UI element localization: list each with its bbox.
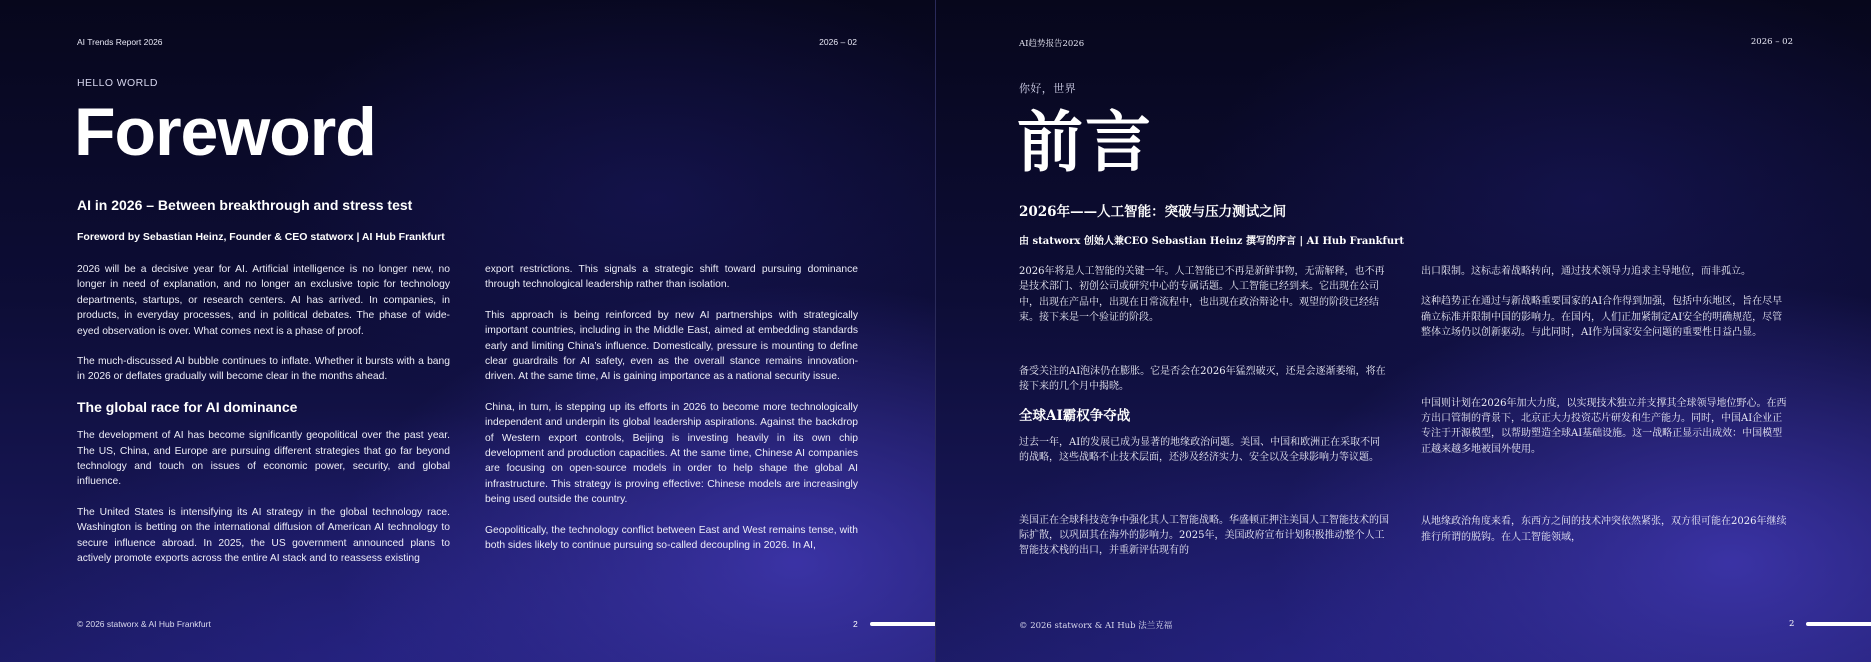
footer-copyright: © 2026 statworx & AI Hub 法兰克福 <box>1019 621 1173 631</box>
subtitle: AI in 2026 – Between breakthrough and stress test <box>77 197 413 213</box>
paragraph: 这种趋势正在通过与新战略重要国家的AI合作得到加强，包括中东地区，旨在尽早确立标准并限制中国的影响力。在国内，人们正加紧制定AI安全的明确规范，尽管整体立场仍以创新驱动。与此同时，AI作为国家安全问题的重要性日益凸显。 <box>1421 296 1783 339</box>
paragraph: The United States is intensifying its AI strategy in the global technology race. Washington is betting on the international diffusion of American AI technology to secure influence abroad. In 2025, the US government announced plans to actively promote exports across the entire AI stack and to reassess existing <box>77 506 450 565</box>
paragraph: Geopolitically, the technology conflict between East and West remains tense, with both sides likely to continue pursuing so-called decoupling in 2026. In AI, <box>485 524 858 552</box>
subtitle: 2026年——人工智能：突破与压力测试之间 <box>1019 204 1287 220</box>
section-heading: The global race for AI dominance <box>77 398 298 415</box>
byline: 由 statworx 创始人兼CEO Sebastian Heinz 撰写的序言 | AI Hub Frankfurt <box>1019 236 1405 247</box>
paragraph: export restrictions. This signals a strategic shift toward pursuing dominance through technological leadership rather than isolation. <box>485 264 858 291</box>
text-column-2 <box>1421 264 1791 560</box>
kicker: HELLO WORLD <box>77 77 158 89</box>
page-progress-bar <box>870 622 935 626</box>
text-column-1 <box>77 262 450 582</box>
page-number: 2 <box>1789 619 1795 629</box>
paragraph: 过去一年，AI的发展已成为显著的地缘政治问题。美国、中国和欧洲正在采取不同的战略，这些战略不止技术层面，还涉及经济实力、安全以及全球影响力等议题。 <box>1019 436 1381 464</box>
english-page <box>0 0 935 662</box>
page-progress-bar <box>1806 622 1871 626</box>
paragraph: 从地缘政治角度来看，东西方之间的技术冲突依然紧张，双方很可能在2026年继续推行所谓的脱钩。在人工智能领域， <box>1421 516 1787 543</box>
paragraph: China, in turn, is stepping up its efforts in 2026 to become more technologically independent and underpin its global leadership aspirations. Against the backdrop of Western export controls, Beijing is investing heavily in its own chip development and production capacities. At the same time, Chinese AI companies are focusing on open-source models in order to help shape the global AI infrastructure. This strategy is proving effective: Chinese models are increasingly being used outside the country. <box>485 401 858 506</box>
paragraph: The much-discussed AI bubble continues to inflate. Whether it bursts with a bang in 2026 or deflates gradually will become clear in the months ahead. <box>77 356 450 383</box>
paragraph: 2026 will be a decisive year for AI. Artificial intelligence is no longer new, no longer in need of explanation, and no longer an exclusive topic for technology departments, startups, or research centers. AI has arrived. In companies, in products, in everyday processes, and in political debates. The phase of wide-eyed observation is over. What comes next is a phase of proof. <box>77 264 450 337</box>
paragraph: 备受关注的AI泡沫仍在膨胀。它是否会在2026年猛烈破灭，还是会逐渐萎缩，将在接下来的几个月中揭晓。 <box>1019 365 1386 393</box>
header-report-title: AI趋势报告2026 <box>1019 39 1085 49</box>
header-issue: 2026 – 02 <box>1750 37 1793 47</box>
paragraph: 美国正在全球科技竞争中强化其人工智能战略。华盛顿正押注美国人工智能技术的国际扩散，以巩固其在海外的影响力。2025年，美国政府宣布计划积极推动整个人工智能技术栈的出口，并重新评估现有的 <box>1019 514 1389 557</box>
byline: Foreword by Sebastian Heinz, Founder & CEO statworx | AI Hub Frankfurt <box>77 231 445 243</box>
page-title: Foreword <box>74 94 376 170</box>
page-title: 前言 <box>1017 103 1153 181</box>
page-number: 2 <box>853 619 858 629</box>
header-report-title: AI Trends Report 2026 <box>77 37 163 47</box>
text-column-2 <box>485 262 858 569</box>
kicker: 你好，世界 <box>1019 82 1076 95</box>
paragraph: 2026年将是人工智能的关键一年。人工智能已不再是新鲜事物，无需解释，也不再是技术部门、初创公司或研究中心的专属话题。人工智能已经到来。它出现在公司中，出现在产品中，出现在日常流程中，也出现在政治辩论中。观望的阶段已经结束。接下来是一个验证的阶段。 <box>1019 266 1385 324</box>
paragraph: This approach is being reinforced by new AI partnerships with strategically important countries, including in the Middle East, aimed at embedding standards early and limiting China’s influence. Domestically, pressure is mounting to define clear guardrails for AI safety, even as the overall stance remains innovation-driven. At the same time, AI is gaining importance as a national security issue. <box>485 309 858 383</box>
section-heading: 全球AI霸权争夺战 <box>1019 408 1131 425</box>
paragraph: 中国则计划在2026年加大力度，以实现技术独立并支撑其全球领导地位野心。在西方出口管制的背景下，北京正大力投资芯片研发和生产能力。同时，中国AI企业正专注于开源模型，以帮助塑造全球AI基础设施。这一战略正显示出成效：中国模型正越来越多地被国外使用。 <box>1421 397 1787 455</box>
header-issue: 2026 – 02 <box>819 37 857 47</box>
text-column-1 <box>1019 264 1389 574</box>
paragraph: The development of AI has become significantly geopolitical over the past year. The US, China, and Europe are pursuing different strategies that go far beyond technology and touch on issues of economic power, security, and global influence. <box>77 430 450 488</box>
chinese-page <box>936 0 1871 662</box>
footer-copyright: © 2026 statworx & AI Hub Frankfurt <box>77 619 211 629</box>
paragraph: 出口限制。这标志着战略转向，通过技术领导力追求主导地位，而非孤立。 <box>1421 266 1751 277</box>
